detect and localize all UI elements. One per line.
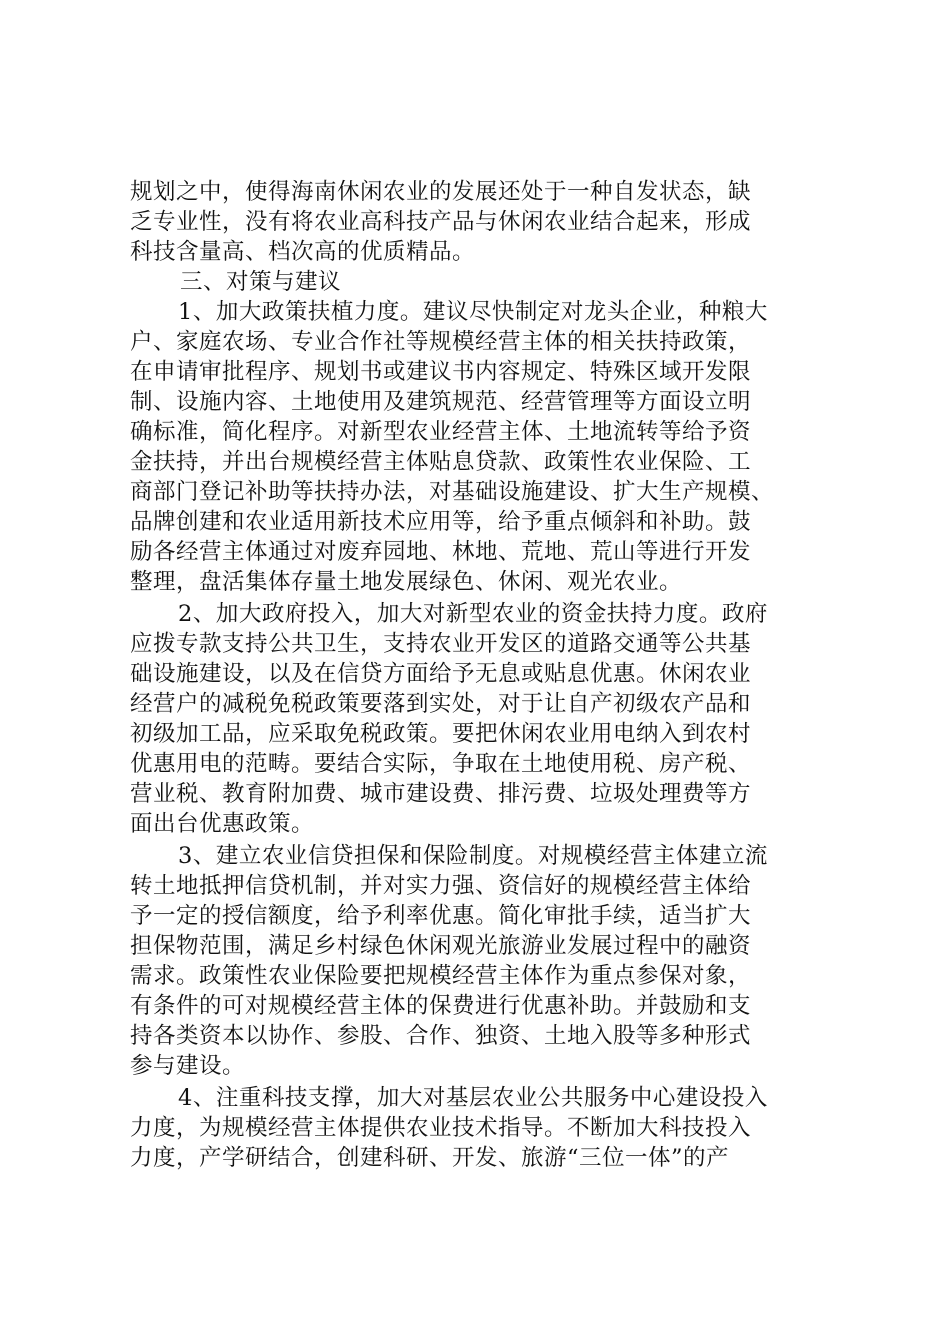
text-line: 参与建设。 — [130, 1053, 246, 1079]
text-line: 力度，为规模经营主体提供农业技术指导。不断加大科技投入 — [130, 1115, 752, 1141]
text-line: 面出台优惠政策。 — [130, 811, 315, 837]
text-line: 需求。政策性农业保险要把规模经营主体作为重点参保对象， — [130, 963, 752, 989]
text-line: 1、加大政策扶植力度。建议尽快制定对龙头企业，种粮大 — [178, 299, 768, 325]
text-line: 3、建立农业信贷担保和保险制度。对规模经营主体建立流 — [178, 843, 768, 869]
paragraph-continuation — [130, 177, 830, 267]
text-line: 金扶持，并出台规模经营主体贴息贷款、政策性农业保险、工 — [130, 449, 752, 475]
text-line: 在申请审批程序、规划书或建议书内容规定、特殊区域开发限 — [130, 359, 752, 385]
text-line: 经营户的减税免税政策要落到实处，对于让自产初级农产品和 — [130, 691, 752, 717]
text-line: 商部门登记补助等扶持办法，对基础设施建设、扩大生产规模、 — [130, 479, 775, 505]
text-line: 整理，盘活集体存量土地发展绿色、休闲、观光农业。 — [130, 569, 683, 595]
section-heading — [130, 267, 830, 297]
text-line: 力度，产学研结合，创建科研、开发、旅游“三位一体”的产 — [130, 1145, 730, 1171]
paragraph-1 — [130, 297, 830, 597]
document-body — [130, 177, 830, 1173]
text-line: 优惠用电的范畴。要结合实际，争取在土地使用税、房产税、 — [130, 751, 752, 777]
text-line: 转土地抵押信贷机制，并对实力强、资信好的规模经营主体给 — [130, 873, 752, 899]
text-line: 乏专业性，没有将农业高科技产品与休闲农业结合起来，形成 — [130, 209, 752, 235]
paragraph-2 — [130, 599, 830, 839]
text-line: 励各经营主体通过对废弃园地、林地、荒地、荒山等进行开发 — [130, 539, 752, 565]
text-line: 4、注重科技支撑，加大对基层农业公共服务中心建设投入 — [178, 1085, 768, 1111]
text-line: 予一定的授信额度，给予利率优惠。简化审批手续，适当扩大 — [130, 903, 752, 929]
text-line: 制、设施内容、土地使用及建筑规范、经营管理等方面设立明 — [130, 389, 752, 415]
text-line: 营业税、教育附加费、城市建设费、排污费、垃圾处理费等方 — [130, 781, 752, 807]
text-line: 2、加大政府投入，加大对新型农业的资金扶持力度。政府 — [178, 601, 768, 627]
text-line: 持各类资本以协作、参股、合作、独资、土地入股等多种形式 — [130, 1023, 752, 1049]
text-line: 确标准，简化程序。对新型农业经营主体、土地流转等给予资 — [130, 419, 752, 445]
text-line: 应拨专款支持公共卫生，支持农业开发区的道路交通等公共基 — [130, 631, 752, 657]
text-line: 品牌创建和农业适用新技术应用等，给予重点倾斜和补助。鼓 — [130, 509, 752, 535]
paragraph-3 — [130, 841, 830, 1081]
paragraph-4 — [130, 1083, 830, 1173]
text-line: 初级加工品，应采取免税政策。要把休闲农业用电纳入到农村 — [130, 721, 752, 747]
text-line: 科技含量高、档次高的优质精品。 — [130, 239, 476, 265]
text-line: 规划之中，使得海南休闲农业的发展还处于一种自发状态，缺 — [130, 179, 752, 205]
heading-text: 三、对策与建议 — [180, 269, 342, 295]
text-line: 担保物范围，满足乡村绿色休闲观光旅游业发展过程中的融资 — [130, 933, 752, 959]
text-line: 有条件的可对规模经营主体的保费进行优惠补助。并鼓励和支 — [130, 993, 752, 1019]
text-line: 础设施建设，以及在信贷方面给予无息或贴息优惠。休闲农业 — [130, 661, 752, 687]
text-line: 户、家庭农场、专业合作社等规模经营主体的相关扶持政策， — [130, 329, 752, 355]
